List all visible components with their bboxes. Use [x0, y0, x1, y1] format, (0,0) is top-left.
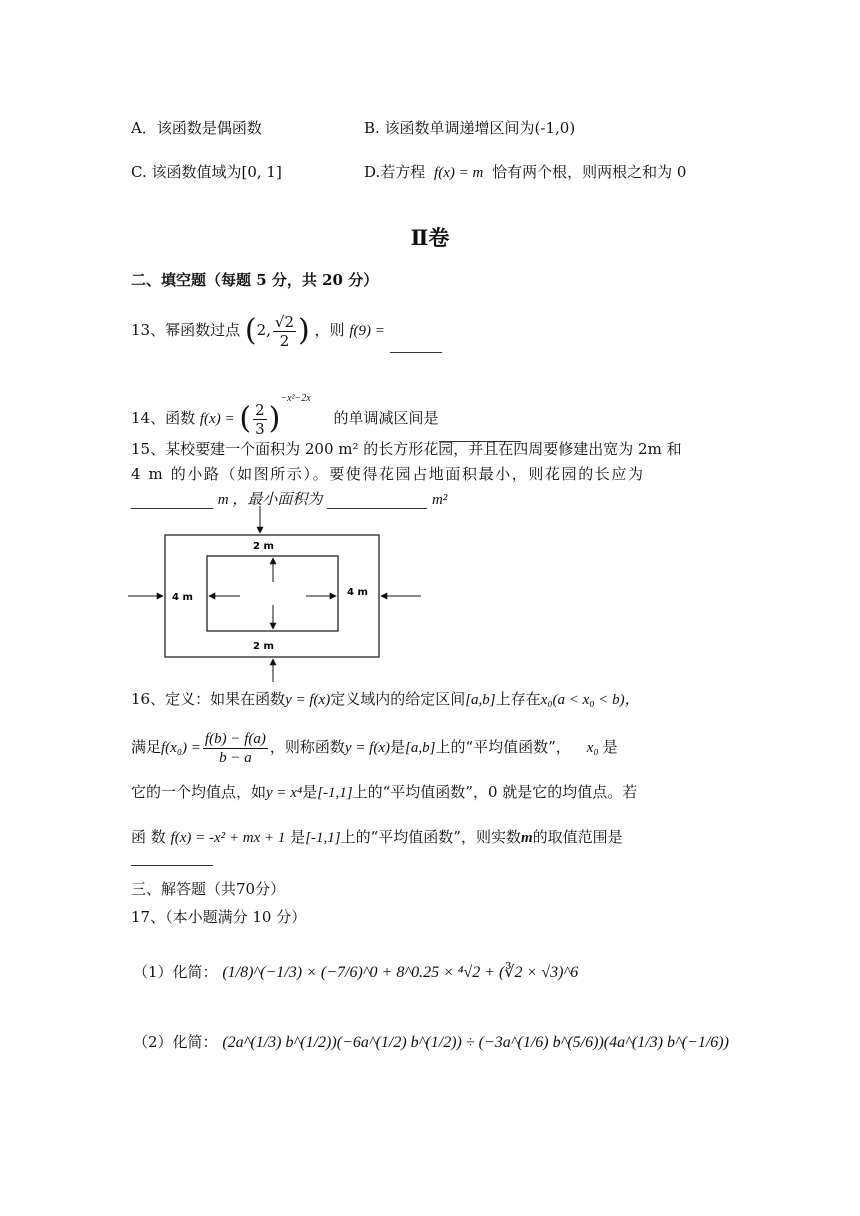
right-width-label: 4 m [347, 587, 368, 598]
q13-prefix: 13、幂函数过点 [131, 321, 241, 339]
option-c: C. 该函数值域为[0, 1] [131, 163, 282, 181]
option-d-equation: f(x) = m [434, 165, 484, 181]
q16-l1-b: y = f(x) [285, 692, 331, 708]
q15-line2: 4 m 的小路（如图所示）。要使得花园占地面积最小，则花园的长应为 [131, 465, 645, 483]
q16-l2-g: 上的“平均值函数”， [435, 738, 571, 756]
option-d-suffix: 恰有两个根，则两根之和为 0 [492, 163, 687, 181]
q16-denominator: b − a [219, 749, 252, 766]
top-width-label: 2 m [253, 541, 274, 552]
q14-right-paren: ) [268, 401, 281, 436]
q16-l4-d: [-1,1] [305, 830, 341, 846]
q14-expression: f(x) = [199, 411, 235, 427]
q14-fraction [253, 401, 267, 438]
q16-numerator: f(b) − f(a) [204, 730, 266, 747]
option-a: A．该函数是偶函数 [131, 119, 262, 137]
q13-denominator: 2 [279, 331, 290, 350]
q16-l3-e: 上的“平均值函数”，0 就是它的均值点。若 [352, 783, 638, 801]
q16-l3-a: 它的一个均值点，如 [131, 783, 267, 801]
q16-l2-a: 满足 [131, 738, 162, 756]
q16-l2-d: y = f(x) [344, 740, 390, 756]
q16-l4-a: 函 数 [131, 828, 166, 846]
q16-l3-b: y = x⁴ [266, 785, 303, 801]
q15-line3-end: m² [431, 492, 448, 508]
q14-suffix: 的单调减区间是 [333, 409, 439, 427]
q16-l2-h: x₀ [586, 740, 599, 756]
q16-l2-b: f(x₀) = [161, 740, 201, 756]
q17-part2 [133, 1014, 729, 1071]
q17-p1-expression: (1/8)^(−1/3) × (−7/6)^0 + 8^0.25 × ⁴√2 + (∛2 × √3)^6 [222, 964, 579, 981]
q17-p2-expression: (2a^(1/3) b^(1/2))(−6a^(1/2) b^(1/2)) ÷ (−3a^(1/6) b^(5/6))(4a^(1/3) b^(−1/6)) [222, 1034, 729, 1051]
q16-l1-d: [a,b] [465, 692, 496, 708]
section-title: Ⅱ卷 [410, 225, 450, 250]
q13-numerator: √2 [274, 312, 295, 331]
q16-line4 [131, 826, 623, 847]
q16-l4-e: 上的“平均值函数”，则实数 [340, 828, 521, 846]
q15-line1: 15、某校要建一个面积为 200 m² 的长方形花园，并且在四周要修建出宽为 2m 和 [131, 440, 682, 458]
garden-diagram [128, 506, 423, 682]
q16-answer-blank[interactable] [131, 851, 213, 866]
q17-p2-label: （2）化简： [133, 1033, 218, 1051]
q16-line2 [131, 727, 618, 768]
section-heading [131, 269, 378, 290]
q17-heading: 17、（本小题满分 10 分） [131, 908, 307, 926]
q16-l4-c: 是 [290, 828, 306, 846]
q16-l2-i: 是 [602, 738, 618, 756]
q17-p1-label: （1）化简： [133, 963, 218, 981]
option-d-prefix: D.若方程 [364, 163, 426, 181]
q16-l4-f: m [520, 830, 533, 846]
q16-l1-f: x₀(a < x₀ < b)， [540, 692, 640, 708]
bottom-width-label: 2 m [253, 641, 274, 652]
q16-line1 [131, 688, 640, 709]
q14-exponent: −x²−2x [280, 393, 311, 404]
q14-prefix: 14、函数 [131, 409, 196, 427]
q16-fraction [203, 730, 268, 767]
q16-line3 [131, 781, 637, 802]
q13-mid: ，则 [314, 321, 345, 339]
q13-fraction [273, 313, 296, 350]
q13-expression: f(9) = [349, 323, 385, 339]
option-b: B. 该函数单调递增区间为(-1,0) [364, 119, 576, 137]
q14-left-paren: ( [239, 401, 252, 436]
q14-numerator: 2 [255, 400, 265, 419]
q16-l2-f: [a,b] [405, 740, 436, 756]
q13-point-x: 2, [256, 321, 271, 339]
q13-left-paren: ( [244, 313, 257, 348]
q13-right-paren: ) [298, 313, 310, 348]
q16-l2-e: 是 [389, 738, 405, 756]
option-d [364, 161, 686, 182]
q16-l1-e: 上存在 [495, 690, 541, 708]
q16-l4-b: f(x) = -x² + mx + 1 [170, 830, 286, 846]
q13-answer-blank[interactable] [390, 338, 442, 353]
q16-l1-a: 16、定义：如果在函数 [131, 690, 286, 708]
question-14 [131, 376, 521, 442]
q16-l2-c: ，则称函数 [269, 738, 345, 756]
q16-l3-c: 是 [302, 783, 318, 801]
q16-l1-c: 定义域内的给定区间 [330, 690, 466, 708]
question-13 [131, 308, 442, 353]
q14-denominator: 3 [255, 419, 265, 438]
left-width-label: 4 m [172, 592, 193, 603]
q17-part1 [133, 944, 578, 1001]
q16-l4-g: 的取值范围是 [532, 828, 623, 846]
section-heading-text: 二、填空题（每题 5 分，共 20 分） [131, 271, 379, 289]
q15-line3-unit: m ，最小面积为 [217, 492, 323, 508]
section3-heading: 三、解答题（共70分） [131, 880, 286, 898]
q16-l3-d: [-1,1] [317, 785, 353, 801]
